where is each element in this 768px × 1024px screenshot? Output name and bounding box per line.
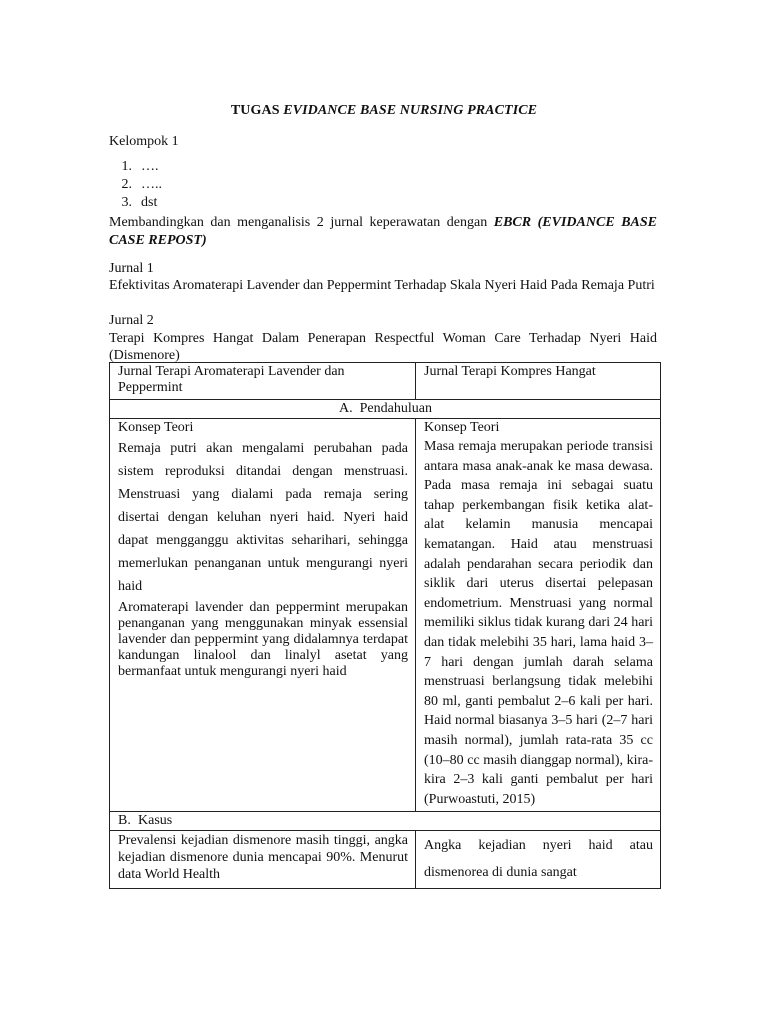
header-journal-2: Jurnal Terapi Kompres Hangat	[416, 363, 661, 400]
document-title	[0, 103, 768, 119]
left-concept-text-1: Remaja putri akan mengalami perubahan pada sistem reproduksi ditandai dengan menstruasi. Menstruasi yang dialami pada remaja sering disertai dengan keluhan nyeri haid. Nyeri haid dapat mengganggu aktivitas seharihari, sehingga memerlukan penanganan untuk mengurangi nyeri haid	[118, 441, 408, 594]
right-concept-cell	[416, 419, 661, 812]
section-b-row	[110, 812, 661, 831]
left-concept-label: Konsep Teori	[118, 420, 194, 435]
title-prefix: TUGAS	[230, 103, 284, 118]
intro-emphasis: EBCR (EVIDANCE BASE CASE REPOST)	[109, 215, 657, 248]
section-b-heading: B. Kasus	[110, 812, 661, 831]
journal-1-label: Jurnal 1	[109, 261, 154, 276]
list-item: 1. ….	[121, 159, 159, 174]
left-concept-text-2: Aromaterapi lavender dan peppermint merupakan penanganan yang menggunakan minyak essensial lavender dan peppermint yang didalamnya terdapat kandungan linalool dan linalyl asetat yang bermanfaat untuk mengurangi nyeri haid	[118, 600, 408, 679]
title-italic: EVIDANCE BASE NURSING PRACTICE	[283, 103, 538, 118]
header-journal-1: Jurnal Terapi Aromaterapi Lavender dan Peppermint	[110, 363, 416, 400]
case-row	[110, 831, 661, 889]
group-label: Kelompok 1	[109, 134, 179, 149]
member-list	[109, 158, 162, 212]
right-concept-text: Masa remaja merupakan periode transisi antara masa anak-anak ke masa dewasa. Pada masa remaja ini sebagai suatu tahap perkembangan fisik ketika alat-alat kelamin manusia mencapai kematangan. Haid atau menstruasi adalah pendarahan secara periodik dan siklik dari uterus disertai pelepasan endometrium. Menstruasi yang normal memiliki siklus tidak kurang dari 24 hari dan tidak melebihi 35 hari, lama haid 3–7 hari dengan jumlah darah selama menstruasi berlangsung tidak melebihi 80 ml, ganti pembalut 2–6 kali per hari. Haid normal biasanya 3–5 hari (2–7 hari masih normal), jumlah rata-rata 35 cc (10–80 cc masih dianggap normal), kira- kira 2–3 kali ganti pembalut per hari (Purwoastuti, 2015)	[424, 439, 653, 807]
comparison-table	[109, 362, 661, 889]
intro-paragraph: Membandingkan dan menganalisis 2 jurnal keperawatan dengan EBCR (EVIDANCE BASE CASE REPOST)	[109, 215, 657, 248]
left-case-text: Prevalensi kejadian dismenore masih tinggi, angka kejadian dismenore dunia mencapai 90%. Menurut data World Health	[110, 831, 416, 889]
left-concept-cell	[110, 419, 416, 812]
journal-1-title: Efektivitas Aromaterapi Lavender dan Peppermint Terhadap Skala Nyeri Haid Pada Remaja Putri	[109, 278, 655, 293]
table-header-row	[110, 363, 661, 400]
concept-row	[110, 419, 661, 812]
right-concept-label: Konsep Teori	[424, 420, 500, 435]
list-item: 2. …..	[121, 177, 162, 192]
section-a-heading: A. Pendahuluan	[110, 400, 661, 419]
right-case-text: Angka kejadian nyeri haid atau dismenorea di dunia sangat	[416, 831, 661, 889]
journal-2-label: Jurnal 2	[109, 313, 154, 328]
journal-2-title: Terapi Kompres Hangat Dalam Penerapan Respectful Woman Care Terhadap Nyeri Haid (Dismenore)	[109, 331, 657, 363]
section-a-row	[110, 400, 661, 419]
list-item: 3. dst	[121, 195, 158, 210]
